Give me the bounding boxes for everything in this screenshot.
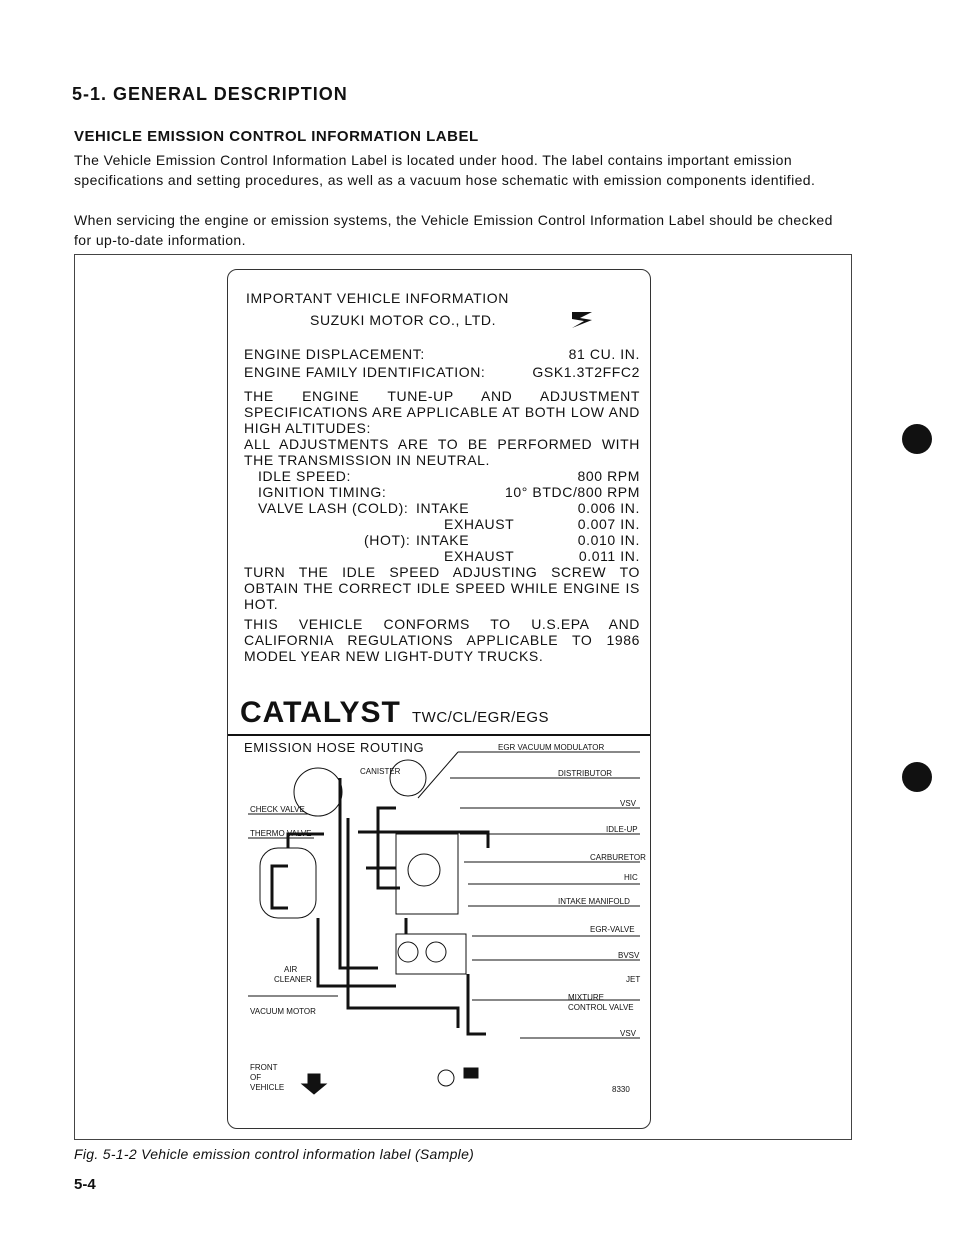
engine-family-label: ENGINE FAMILY IDENTIFICATION: bbox=[244, 364, 486, 380]
distributor-shape bbox=[390, 760, 426, 796]
hic-label: HIC bbox=[624, 873, 638, 882]
air-label: AIR bbox=[284, 965, 298, 974]
cold-intake-label: INTAKE bbox=[416, 500, 470, 516]
cold-exhaust-value: 0.007 IN. bbox=[577, 516, 640, 532]
engine-displacement-value: 81 CU. IN. bbox=[568, 346, 640, 362]
egr-vacuum-modulator-label: EGR VACUUM MODULATOR bbox=[498, 743, 605, 752]
engine-displacement-label: ENGINE DISPLACEMENT: bbox=[244, 346, 425, 362]
catalyst-title: CATALYST bbox=[240, 696, 401, 729]
check-valve-label: CHECK VALVE bbox=[250, 805, 305, 814]
hot-exhaust-label: EXHAUST bbox=[444, 548, 515, 564]
idle-speed-label: IDLE SPEED: bbox=[258, 468, 351, 484]
hose-routing-title: EMISSION HOSE ROUTING bbox=[244, 740, 425, 755]
vacuum-motor-label: VACUUM MOTOR bbox=[250, 1007, 316, 1016]
canister-label: CANISTER bbox=[360, 767, 401, 776]
adjustment-text: ALL ADJUSTMENTS ARE TO BE PERFORMED WITH THE TRANSMISSION IN NEUTRAL. bbox=[244, 436, 640, 468]
jet-label: JET bbox=[626, 975, 641, 984]
page-number: 5-4 bbox=[74, 1176, 96, 1193]
figure-frame bbox=[74, 254, 852, 1140]
carburetor-bowl-shape bbox=[408, 854, 440, 886]
figure-caption: Fig. 5-1-2 Vehicle emission control information label (Sample) bbox=[74, 1146, 475, 1162]
engine-family-row bbox=[244, 364, 640, 380]
engine-displacement-row bbox=[244, 346, 640, 362]
control-valve-label: CONTROL VALVE bbox=[568, 1003, 634, 1012]
front-label: FRONT bbox=[250, 1063, 278, 1072]
subsection-title: VEHICLE EMISSION CONTROL INFORMATION LABEL bbox=[74, 128, 479, 145]
carburetor-shape bbox=[396, 834, 458, 914]
vsv-lower-label: VSV bbox=[620, 1029, 637, 1038]
of-label: OF bbox=[250, 1073, 262, 1082]
ignition-timing-label: IGNITION TIMING: bbox=[258, 484, 387, 500]
hot-intake-value: 0.010 IN. bbox=[577, 532, 640, 548]
intake-manifold-label: INTAKE MANIFOLD bbox=[558, 897, 630, 906]
emission-label bbox=[227, 269, 651, 1129]
hot-exhaust-value: 0.011 IN. bbox=[578, 548, 640, 564]
idle-up-label: IDLE-UP bbox=[606, 825, 638, 834]
section-title: 5-1. GENERAL DESCRIPTION bbox=[72, 84, 348, 104]
conformance-text: THIS VEHICLE CONFORMS TO U.S.EPA AND CALIFORNIA REGULATIONS APPLICABLE TO 1986 MODEL YEAR NEW LIGHT-DUTY TRUCKS. bbox=[244, 616, 640, 664]
catalyst-subtitle: TWC/CL/EGR/EGS bbox=[412, 709, 550, 726]
label-manufacturer: SUZUKI MOTOR CO., LTD. bbox=[310, 312, 497, 328]
egr-block-shape bbox=[396, 934, 466, 974]
vehicle-label: VEHICLE bbox=[250, 1083, 285, 1092]
carburetor-label: CARBURETOR bbox=[590, 853, 646, 862]
binder-hole-lower bbox=[902, 762, 932, 792]
engine-family-value: GSK1.3T2FFC2 bbox=[532, 364, 640, 380]
cold-exhaust-label: EXHAUST bbox=[444, 516, 515, 532]
cleaner-label: CLEANER bbox=[274, 975, 312, 984]
bvsv-label: BVSV bbox=[618, 951, 640, 960]
distributor-label: DISTRIBUTOR bbox=[558, 769, 613, 778]
front-arrow-icon bbox=[302, 1074, 326, 1094]
suzuki-logo-icon bbox=[568, 308, 596, 332]
mixture-label: MIXTURE bbox=[568, 993, 604, 1002]
ignition-timing-value: 10° BTDC/800 RPM bbox=[504, 484, 640, 500]
binder-hole-upper bbox=[902, 424, 932, 454]
servicing-paragraph: When servicing the engine or emission systems, the Vehicle Emission Control Information Label should be checked for up-to-date information. bbox=[74, 212, 833, 248]
label-header: IMPORTANT VEHICLE INFORMATION bbox=[246, 290, 509, 306]
hose-routing-diagram bbox=[228, 738, 650, 1128]
idle-adjust-text: TURN THE IDLE SPEED ADJUSTING SCREW TO OBTAIN THE CORRECT IDLE SPEED WHILE ENGINE IS HOT. bbox=[244, 564, 640, 612]
cold-intake-value: 0.006 IN. bbox=[577, 500, 640, 516]
diagram-code: 8330 bbox=[612, 1085, 630, 1094]
valve-lash-hot-label: (HOT): bbox=[364, 532, 411, 548]
hot-intake-label: INTAKE bbox=[416, 532, 470, 548]
tuneup-text: THE ENGINE TUNE-UP AND ADJUSTMENT SPECIFICATIONS ARE APPLICABLE AT BOTH LOW AND HIGH ALTITUDES: bbox=[244, 388, 640, 436]
vsv-label: VSV bbox=[620, 799, 637, 808]
valve-lash-cold-label: VALVE LASH (COLD): bbox=[258, 500, 409, 516]
idle-speed-value: 800 RPM bbox=[577, 468, 640, 484]
thermo-valve-label: THERMO VALVE bbox=[250, 829, 312, 838]
catalyst-rule bbox=[228, 734, 650, 736]
intro-paragraph: The Vehicle Emission Control Information Label is located under hood. The label contains important emission specifications and setting procedures, as well as a vacuum hose schematic with emission components identified. bbox=[74, 152, 816, 188]
egr-valve-label: EGR-VALVE bbox=[590, 925, 635, 934]
